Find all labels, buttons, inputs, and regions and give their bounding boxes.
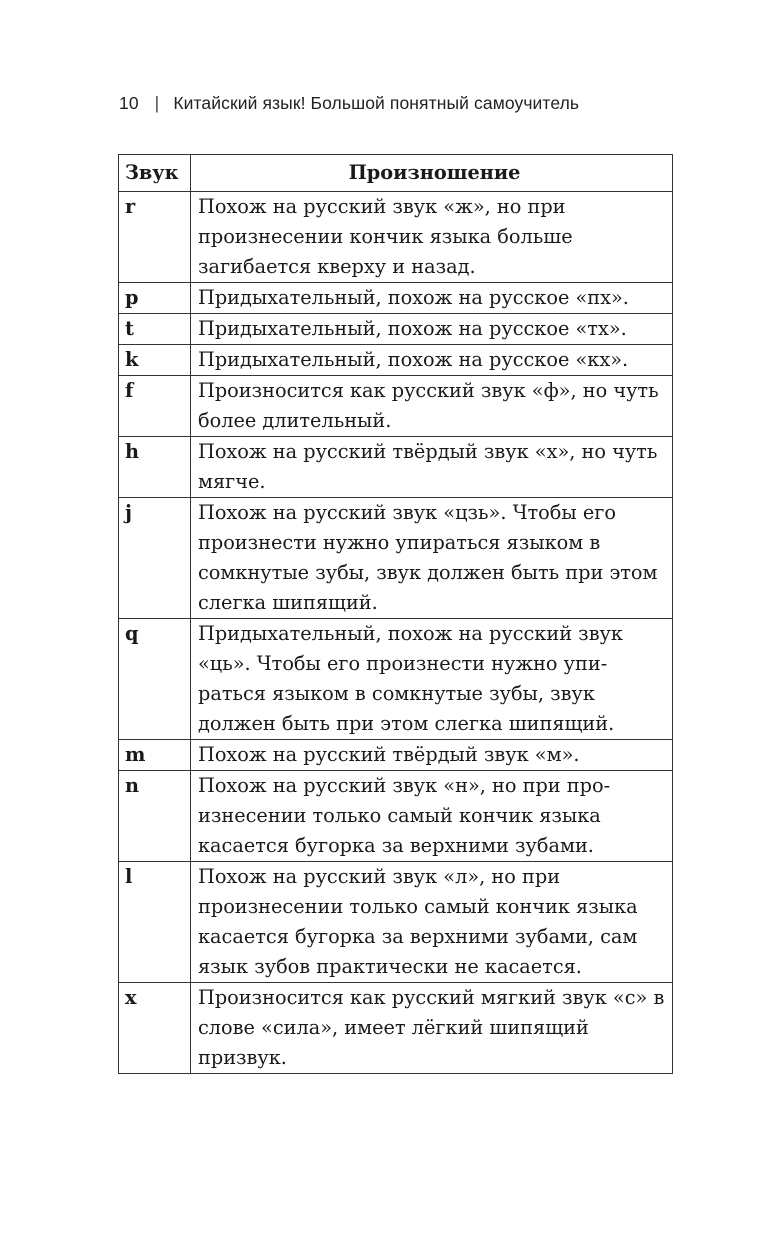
description-cell: Похож на русский твёрдый звук «м».: [191, 740, 673, 771]
sound-cell: r: [119, 192, 191, 283]
table-row: [119, 437, 673, 498]
table-header-row: [119, 155, 673, 192]
sound-cell: n: [119, 771, 191, 862]
sound-cell: x: [119, 983, 191, 1074]
description-cell: Похож на русский твёрдый звук «х», но чуть мягче.: [191, 437, 673, 498]
sound-cell: h: [119, 437, 191, 498]
sound-cell: t: [119, 314, 191, 345]
header-separator: |: [154, 93, 160, 113]
description-cell: Придыхательный, похож на русский звук «ць». Чтобы его произнести нужно упираться языком в сомкнутые зубы, звук должен быть при этом слегка шипящий.: [191, 619, 673, 740]
description-cell: Придыхательный, похож на русское «тх».: [191, 314, 673, 345]
description-cell: Похож на русский звук «л», но при произнесении только самый кончик языка касается бугорка за верхними зубами, сам язык зубов практически не касается.: [191, 862, 673, 983]
book-title: Китайский язык! Большой понятный самоучитель: [173, 93, 580, 113]
table-row: [119, 498, 673, 619]
column-header-pronunciation: Произношение: [191, 155, 673, 192]
sound-cell: k: [119, 345, 191, 376]
sound-cell: j: [119, 498, 191, 619]
sound-cell: f: [119, 376, 191, 437]
table-row: [119, 983, 673, 1074]
sound-cell: m: [119, 740, 191, 771]
table-row: [119, 862, 673, 983]
column-header-sound: Звук: [119, 155, 191, 192]
table-row: [119, 376, 673, 437]
table-row: [119, 740, 673, 771]
pronunciation-table: [118, 154, 673, 1074]
sound-cell: q: [119, 619, 191, 740]
table-row: [119, 619, 673, 740]
description-cell: Произносится как русский звук «ф», но чуть более длительный.: [191, 376, 673, 437]
running-header: [119, 93, 579, 114]
description-cell: Похож на русский звук «ж», но при произнесении кончик языка больше загибается кверху и назад.: [191, 192, 673, 283]
description-cell: Придыхательный, похож на русское «кх».: [191, 345, 673, 376]
table-row: [119, 771, 673, 862]
sound-cell: p: [119, 283, 191, 314]
description-cell: Придыхательный, похож на русское «пх».: [191, 283, 673, 314]
table-row: [119, 192, 673, 283]
description-cell: Произносится как русский мягкий звук «с» в слове «сила», имеет лёгкий шипящий призвук.: [191, 983, 673, 1074]
description-cell: Похож на русский звук «н», но при произнесении только самый кончик языка касается бугорка за верхними зубами.: [191, 771, 673, 862]
description-cell: Похож на русский звук «цзь». Чтобы его произнести нужно упираться языком в сомкнутые зубы, звук должен быть при этом слегка шипящий.: [191, 498, 673, 619]
sound-cell: l: [119, 862, 191, 983]
page-number: 10: [119, 93, 139, 113]
table-row: [119, 283, 673, 314]
table-row: [119, 345, 673, 376]
table-row: [119, 314, 673, 345]
